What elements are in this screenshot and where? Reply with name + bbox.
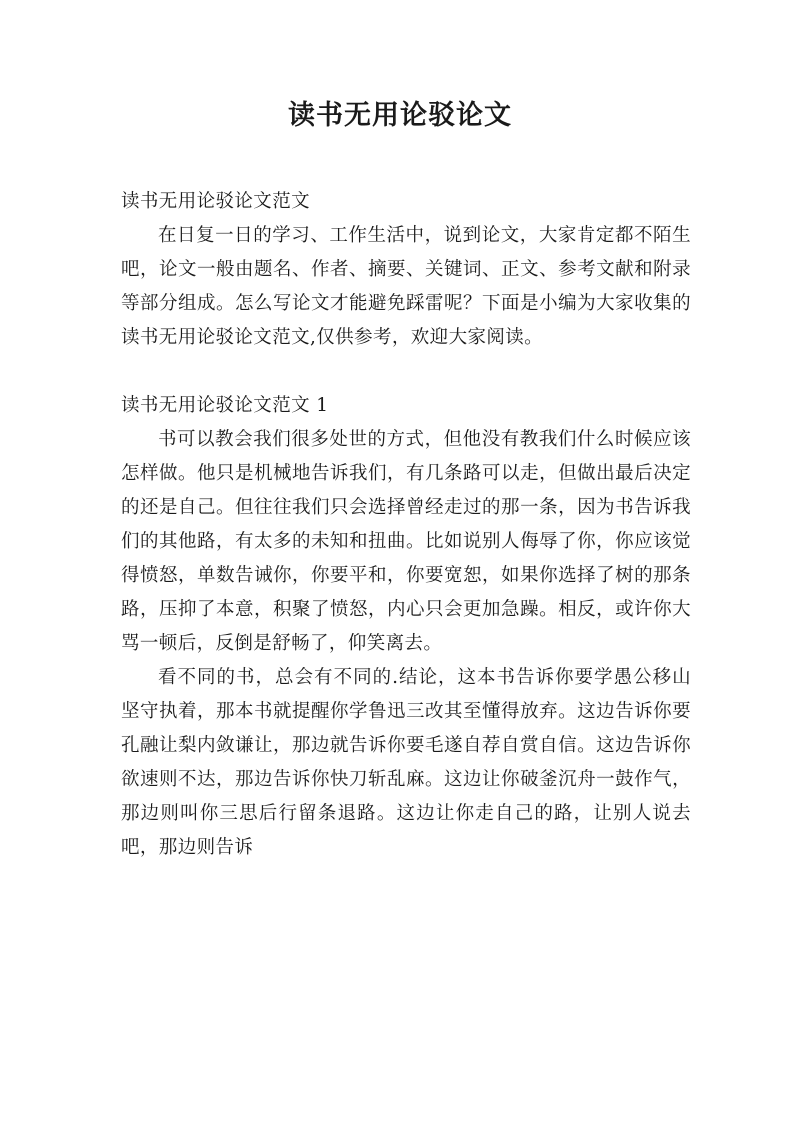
body-paragraph: 在日复一日的学习、工作生活中，说到论文，大家肯定都不陌生吧，论文一般由题名、作者、摘要、关键词、正文、参考文献和附录等部分组成。怎么写论文才能避免踩雷呢？下面是小编为大家收集的读书无用论驳论文范文,仅供参考，欢迎大家阅读。 <box>121 225 691 348</box>
section-heading: 读书无用论驳论文范文 <box>121 191 311 212</box>
document-body <box>121 185 691 865</box>
section-spacer <box>121 355 691 389</box>
intro-section <box>121 185 691 355</box>
section-heading: 读书无用论驳论文范文 1 <box>121 395 329 416</box>
body-paragraph: 看不同的书，总会有不同的.结论，这本书告诉你要学愚公移山坚守执着，那本书就提醒你学鲁迅三改其至懂得放弃。这边告诉你要孔融让梨内敛谦让，那边就告诉你要毛遂自荐自赏自信。这边告诉你欲速则不达，那边告诉你快刀斩乱麻。这边让你破釜沉舟一鼓作气，那边则叫你三思后行留条退路。这边让你走自己的路，让别人说去吧，那边则告诉 <box>121 667 691 858</box>
essay-section-1 <box>121 389 691 865</box>
document-title: 读书无用论驳论文 <box>288 100 512 131</box>
body-paragraph: 书可以教会我们很多处世的方式，但他没有教我们什么时候应该怎样做。他只是机械地告诉我们，有几条路可以走，但做出最后决定的还是自己。但往往我们只会选择曾经走过的那一条，因为书告诉我们的其他路，有太多的未知和扭曲。比如说别人侮辱了你，你应该觉得愤怒，单数告诫你，你要平和，你要宽恕，如果你选择了树的那条路，压抑了本意，积聚了愤怒，内心只会更加急躁。相反，或许你大骂一顿后，反倒是舒畅了，仰笑离去。 <box>121 429 691 654</box>
